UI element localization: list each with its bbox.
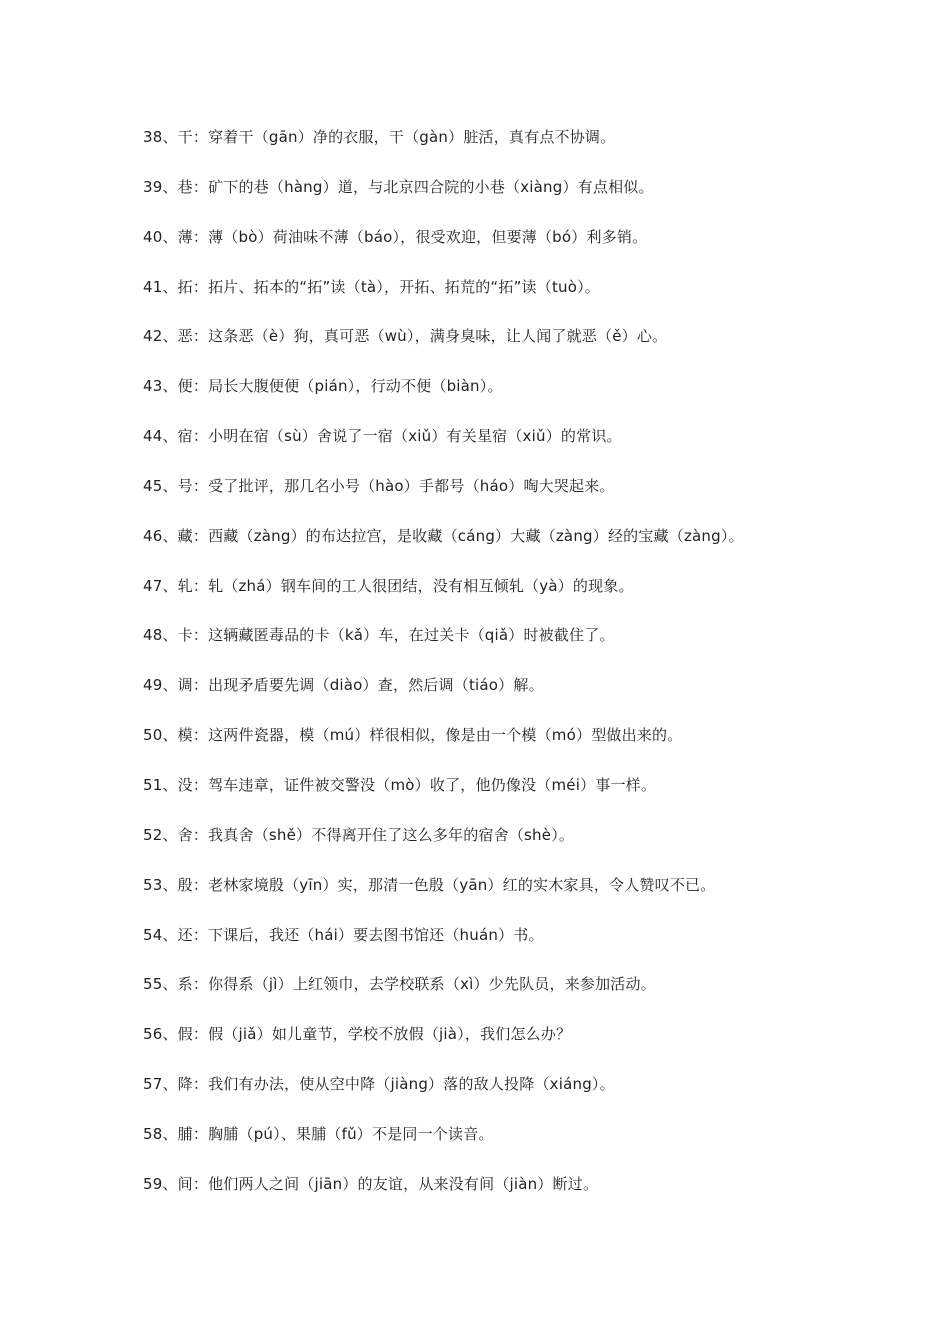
list-item: 44、宿：小明在宿（sù）舍说了一宿（xiǔ）有关星宿（xiǔ）的常识。 bbox=[143, 427, 622, 446]
list-item: 40、薄：薄（bò）荷油味不薄（báo），很受欢迎，但要薄（bó）利多销。 bbox=[143, 227, 648, 246]
list-item: 46、藏：西藏（zàng）的布达拉宫，是收藏（cáng）大藏（zàng）经的宝藏（zàng）。 bbox=[143, 526, 744, 545]
list-item: 52、舍：我真舍（shě）不得离开住了这么多年的宿舍（shè）。 bbox=[143, 825, 575, 844]
list-item: 42、恶：这条恶（è）狗，真可恶（wù），满身臭味，让人闻了就恶（ě）心。 bbox=[143, 327, 668, 346]
list-item: 47、轧：轧（zhá）钢车间的工人很团结，没有相互倾轧（yà）的现象。 bbox=[143, 576, 634, 595]
list-item: 51、没：驾车违章，证件被交警没（mò）收了，他仍像没（méi）事一样。 bbox=[143, 775, 657, 794]
list-item: 41、拓：拓片、拓本的“拓”读（tà），开拓、拓荒的“拓”读（tuò）。 bbox=[143, 277, 601, 296]
list-item: 49、调：出现矛盾要先调（diào）查，然后调（tiáo）解。 bbox=[143, 676, 544, 695]
list-item: 50、模：这两件瓷器，模（mú）样很相似，像是由一个模（mó）型做出来的。 bbox=[143, 726, 683, 745]
polyphone-list bbox=[143, 124, 933, 1221]
list-item: 58、脯：胸脯（pú）、果脯（fǔ）不是同一个读音。 bbox=[143, 1124, 494, 1143]
list-item: 43、便：局长大腹便便（pián），行动不便（biàn）。 bbox=[143, 377, 503, 396]
list-item: 48、卡：这辆藏匿毒品的卡（kǎ）车，在过关卡（qiǎ）时被截住了。 bbox=[143, 626, 615, 645]
list-item: 56、假：假（jiǎ）如儿童节，学校不放假（jià），我们怎么办？ bbox=[143, 1025, 572, 1044]
list-item: 57、降：我们有办法，使从空中降（jiàng）落的敌人投降（xiáng）。 bbox=[143, 1075, 615, 1094]
list-item: 54、还：下课后，我还（hái）要去图书馆还（huán）书。 bbox=[143, 925, 544, 944]
list-item: 53、殷：老林家境殷（yīn）实，那清一色殷（yān）红的实木家具，令人赞叹不已。 bbox=[143, 875, 716, 894]
list-item: 55、系：你得系（jì）上红领巾，去学校联系（xì）少先队员，来参加活动。 bbox=[143, 975, 656, 994]
list-item: 38、干：穿着干（gān）净的衣服，干（gàn）脏活，真有点不协调。 bbox=[143, 128, 616, 146]
list-item: 59、间：他们两人之间（jiān）的友谊，从来没有间（jiàn）断过。 bbox=[143, 1174, 599, 1193]
list-item: 39、巷：矿下的巷（hàng）道，与北京四合院的小巷（xiàng）有点相似。 bbox=[143, 177, 654, 196]
list-item: 45、号：受了批评，那几名小号（hào）手都号（háo）啕大哭起来。 bbox=[143, 476, 615, 495]
